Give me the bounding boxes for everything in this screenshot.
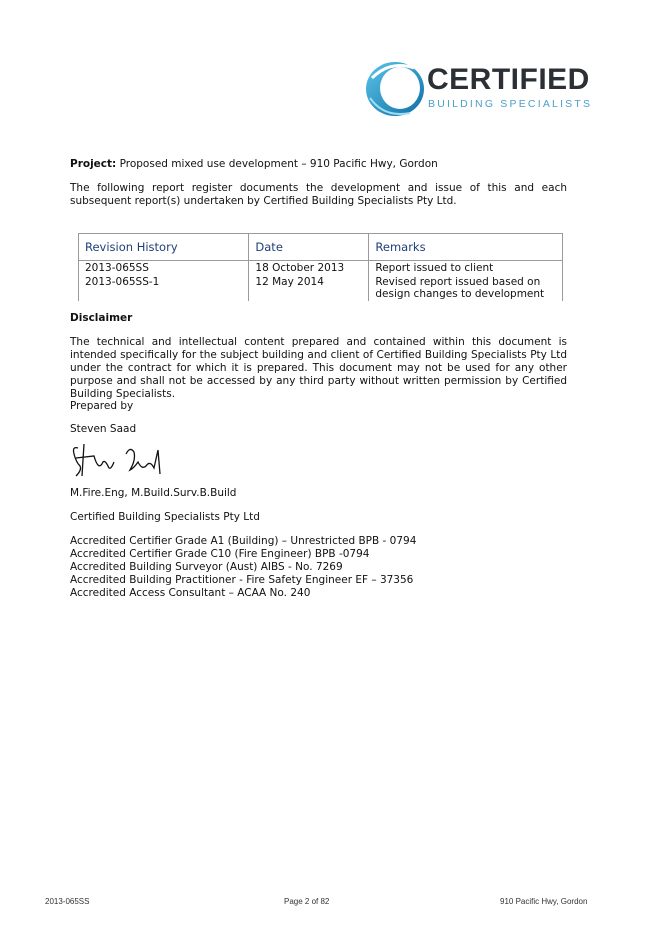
author-qualifications: M.Fire.Eng, M.Build.Surv.B.Build <box>70 487 237 499</box>
accreditation-item: Accredited Building Surveyor (Aust) AIBS - No. 7269 <box>70 561 343 573</box>
remarks-cell: Revised report issued based on design changes to development <box>369 275 563 301</box>
logo-swirl-icon <box>362 58 432 120</box>
company-name: Certified Building Specialists Pty Ltd <box>70 511 260 523</box>
project-line <box>70 158 438 171</box>
table-row <box>79 275 563 301</box>
table-header-row <box>79 234 563 261</box>
project-label: Project: <box>70 158 117 170</box>
disclaimer-paragraph: The technical and intellectual content prepared and contained within this document is intended specifically for the subject building and client of Certified Building Specialists Pty Ltd under the contract for which it is prepared. This document may not be used for any other purpose and shall not be accessed by any third party without written permission by Certified Building Specialists. <box>70 336 567 400</box>
date-cell: 18 October 2013 <box>249 261 369 275</box>
revision-cell: 2013-065SS-1 <box>79 275 249 301</box>
footer-page-number: Page 2 of 82 <box>284 897 330 906</box>
column-header-remarks: Remarks <box>369 234 563 261</box>
logo-wordmark: CERTIFIED <box>427 63 590 96</box>
accreditation-item: Accredited Certifier Grade A1 (Building) – Unrestricted BPB - 0794 <box>70 535 417 547</box>
company-logo <box>362 60 593 120</box>
remarks-cell: Report issued to client <box>369 261 563 275</box>
project-text: Proposed mixed use development – 910 Pacific Hwy, Gordon <box>119 158 438 170</box>
disclaimer-heading: Disclaimer <box>70 312 133 324</box>
column-header-revision: Revision History <box>79 234 249 261</box>
author-name: Steven Saad <box>70 423 137 435</box>
revision-table <box>78 233 563 301</box>
accreditation-item: Accredited Access Consultant – ACAA No. 240 <box>70 587 311 599</box>
logo-tagline: BUILDING SPECIALISTS <box>428 98 593 110</box>
accreditation-item: Accredited Building Practitioner - Fire Safety Engineer EF – 37356 <box>70 574 414 586</box>
date-cell: 12 May 2014 <box>249 275 369 301</box>
table-row <box>79 261 563 275</box>
accreditation-item: Accredited Certifier Grade C10 (Fire Engineer) BPB -0794 <box>70 548 370 560</box>
signature <box>64 440 174 480</box>
column-header-date: Date <box>249 234 369 261</box>
revision-cell: 2013-065SS <box>79 261 249 275</box>
intro-paragraph: The following report register documents the development and issue of this and each subsequent report(s) undertaken by Certified Building Specialists Pty Ltd. <box>70 182 567 207</box>
footer-address: 910 Pacific Hwy, Gordon <box>500 897 588 906</box>
accreditations-list <box>70 535 416 600</box>
footer-doc-number: 2013-065SS <box>45 897 90 906</box>
prepared-by-label: Prepared by <box>70 400 134 412</box>
